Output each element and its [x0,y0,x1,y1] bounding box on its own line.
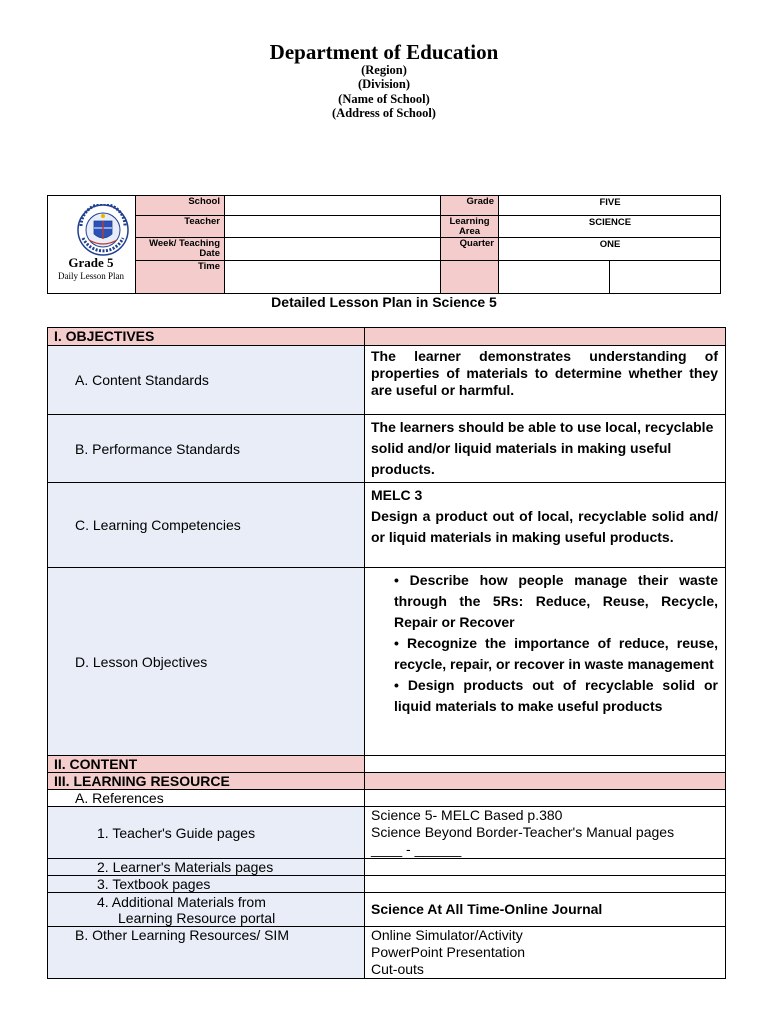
teachers-guide-line-3: ____ - ______ [371,841,462,857]
grade-value: FIVE [499,196,721,216]
references-row [48,790,726,807]
time-label: Time [136,261,225,293]
quarter-value: ONE [499,238,721,261]
objectives-blank [365,328,726,346]
school-value [225,196,441,216]
other-resource-item: Online Simulator/Activity [371,927,523,943]
performance-standards-row [48,415,726,483]
school-label: School [136,196,225,216]
learning-resource-blank [365,773,726,790]
performance-standards-label: B. Performance Standards [48,415,365,483]
extra-value-cell-1 [499,261,610,293]
learning-area-value: SCIENCE [499,216,721,238]
teachers-guide-line-1: Science 5- MELC Based p.380 [371,807,563,823]
other-resources-label: B. Other Learning Resources/ SIM [48,927,365,979]
content-standards-label: A. Content Standards [48,346,365,415]
content-standards-row [48,346,726,415]
teachers-guide-line-2: Science Beyond Border-Teacher's Manual pages [371,824,675,840]
teachers-guide-label: 1. Teacher's Guide pages [48,807,365,859]
other-resource-item: Cut-outs [371,961,424,977]
textbook-row [48,876,726,893]
additional-materials-label-1: 4. Additional Materials from [97,893,266,910]
lesson-objective-item: • Recognize the importance of reduce, reuse, recycle, repair, or recover in waste management [394,635,718,672]
content-row [48,756,726,773]
time-value [225,261,441,293]
region-line: (Region) [361,63,407,77]
plan-title: Detailed Lesson Plan in Science 5 [271,294,497,310]
objectives-heading: I. OBJECTIVES [48,328,365,346]
teachers-guide-row [48,807,726,859]
quarter-label: Quarter [441,238,499,261]
performance-standards-value: The learners should be able to use local, recyclable solid and/or liquid materials in making useful products. [365,415,726,483]
learners-materials-blank [365,859,726,876]
learning-resource-row [48,773,726,790]
melc-code: MELC 3 [371,487,423,503]
week-value [225,238,441,261]
learning-resource-heading: III. LEARNING RESOURCE [48,773,365,790]
grade-heading: Grade 5 [68,255,114,270]
lesson-objective-item: • Design products out of recyclable solid or liquid materials to make useful products [394,677,718,714]
additional-materials-label-2: Learning Resource portal [118,909,276,926]
additional-materials-label [48,893,365,927]
textbook-label: 3. Textbook pages [48,876,365,893]
deped-seal-icon [73,204,133,256]
objectives-row [48,328,726,346]
content-heading: II. CONTENT [48,756,365,773]
learning-competencies-value: Design a product out of local, recyclable solid and/ or liquid materials in making useful products. [371,508,718,545]
division-line: (Division) [357,77,411,91]
week-label: Week/ Teaching Date [136,238,225,261]
lesson-objectives-label: D. Lesson Objectives [48,568,365,756]
school-name-line: (Name of School) [338,92,430,106]
lesson-objective-item: • Describe how people manage their waste through the 5Rs: Reduce, Reuse, Recycle, Repair or Recover [394,572,718,630]
learning-area-label: Learning Area [441,216,499,238]
learning-competencies-row [48,483,726,568]
extra-label-cell [441,261,499,293]
other-resources-cell [365,927,726,979]
content-blank [365,756,726,773]
learners-materials-row [48,859,726,876]
school-address-line: (Address of School) [332,106,436,120]
daily-lesson-plan-label: Daily Lesson Plan [58,271,124,281]
learning-competencies-label: C. Learning Competencies [48,483,365,568]
references-blank [365,790,726,807]
learning-competencies-cell [365,483,726,568]
additional-materials-value: Science At All Time-Online Journal [365,893,726,927]
references-label: A. References [48,790,365,807]
additional-materials-row [48,893,726,927]
lesson-plan-table [47,327,726,979]
teacher-value [225,216,441,238]
learners-materials-label: 2. Learner's Materials pages [48,859,365,876]
lesson-objectives-row [48,568,726,756]
info-table [47,195,721,294]
other-resource-item: PowerPoint Presentation [371,944,526,960]
teachers-guide-cell [365,807,726,859]
other-resources-row [48,927,726,979]
teacher-label: Teacher [136,216,225,238]
lesson-objectives-list [365,568,726,756]
page-title: Department of Education [269,40,499,64]
textbook-blank [365,876,726,893]
extra-value-cell-2 [610,261,721,293]
grade-label: Grade [441,196,499,216]
content-standards-value: The learner demonstrates understanding of properties of materials to determine whether they are useful or harmful. [365,346,726,415]
